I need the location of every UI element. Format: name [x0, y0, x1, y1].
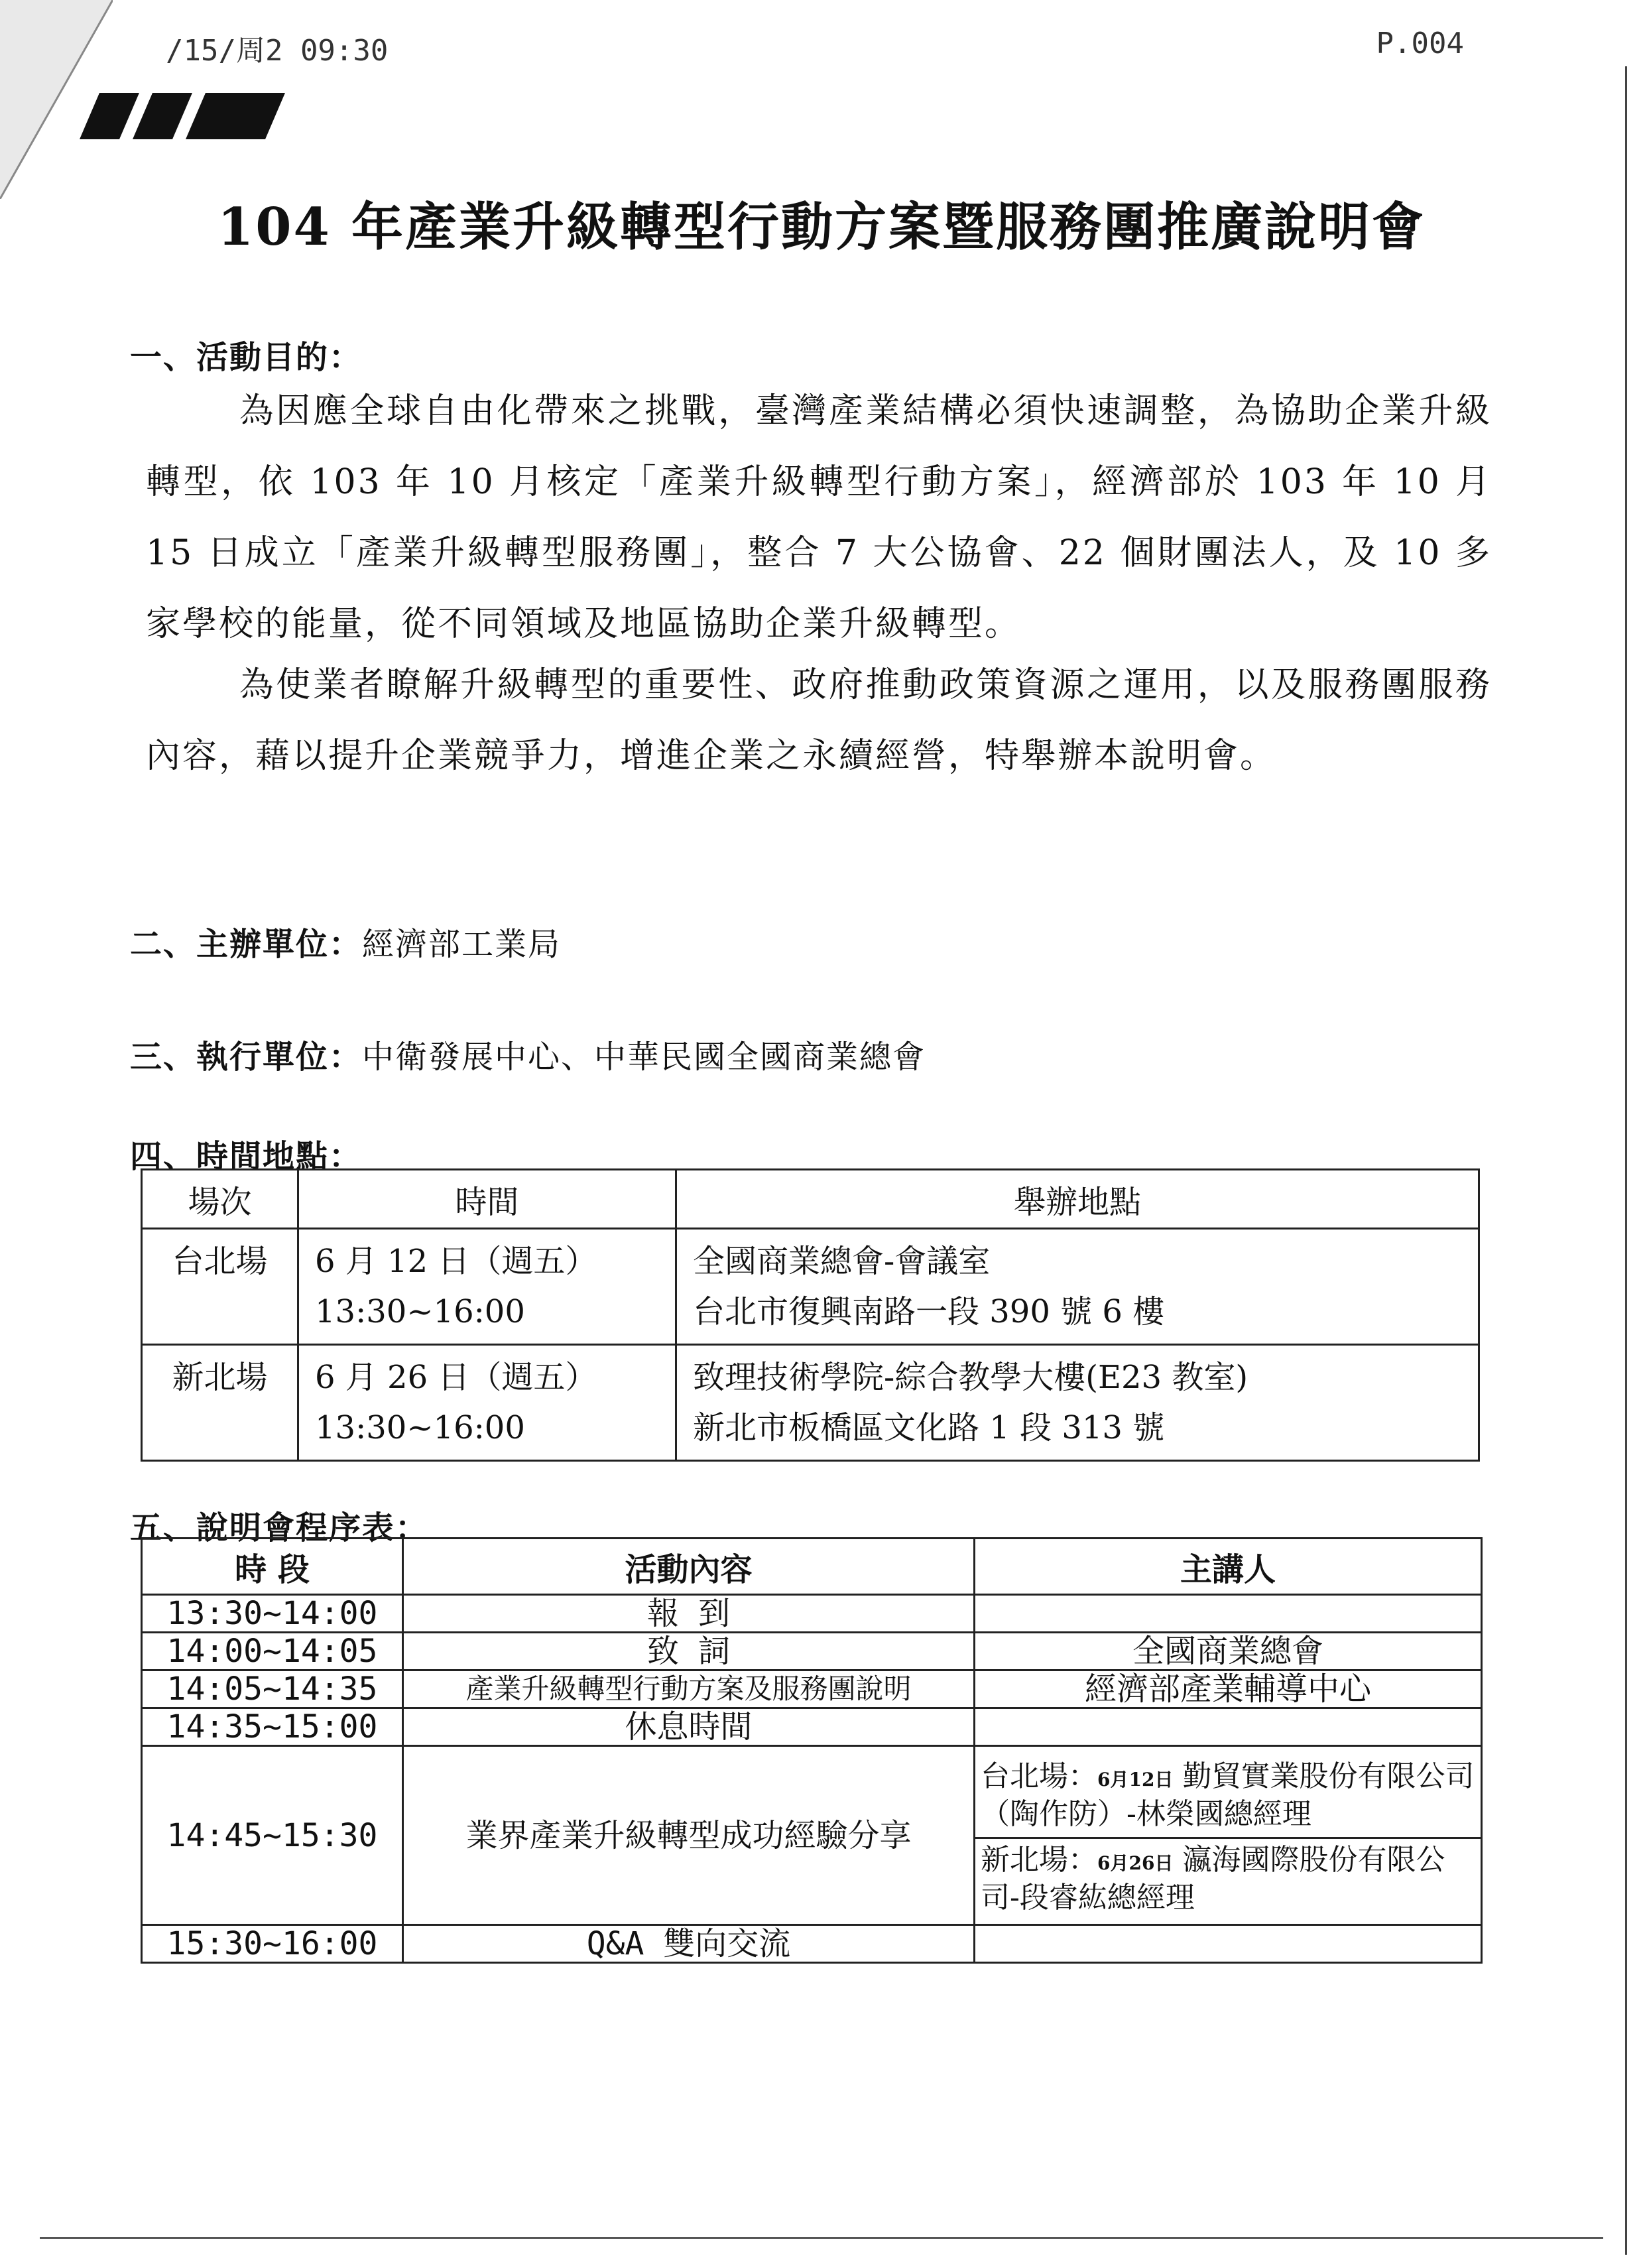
header-period: 時 段 — [142, 1539, 403, 1595]
program-speaker: 全國商業總會 — [975, 1633, 1482, 1670]
program-time: 14:00~14:05 — [142, 1633, 403, 1670]
program-time: 14:45~15:30 — [142, 1746, 403, 1925]
section-5-heading: 五、說明會程序表： — [130, 1509, 429, 1546]
speaker-taipei-label: 台北場： — [981, 1759, 1097, 1793]
program-table — [141, 1537, 1483, 1964]
session-datetime — [298, 1229, 676, 1345]
program-activity: 報 到 — [403, 1595, 975, 1633]
venue-name: 致理技術學院-綜合教學大樓(E23 教室) — [693, 1359, 1248, 1396]
table-row — [142, 1708, 1482, 1746]
program-activity: 致 詞 — [403, 1633, 975, 1670]
speaker-taipei — [981, 1759, 1475, 1832]
program-activity: Q&A 雙向交流 — [403, 1925, 975, 1963]
header-speaker: 主講人 — [975, 1539, 1482, 1595]
table-row — [142, 1670, 1482, 1708]
section-1-paragraph-2-text: 為使業者瞭解升級轉型的重要性、政府推動政策資源之運用，以及服務團服務內容，藉以提升企業競爭力，增進企業之永續經營，特舉辦本說明會。 — [146, 665, 1492, 776]
speaker-newtaipei-name: 瀛海國際股份有限公司-段睿紘總經理 — [981, 1843, 1445, 1915]
venue-address: 新北市板橋區文化路 1 段 313 號 — [693, 1409, 1165, 1446]
table-row — [142, 1345, 1479, 1461]
header-venue: 舉辦地點 — [676, 1170, 1479, 1229]
section-2 — [130, 918, 561, 964]
section-1-heading: 一、活動目的： — [130, 339, 363, 376]
program-activity: 業界產業升級轉型成功經驗分享 — [403, 1746, 975, 1925]
header-time: 時間 — [298, 1170, 676, 1229]
session-date: 6 月 26 日（週五） — [315, 1359, 597, 1396]
page-title: 104 年產業升級轉型行動方案暨服務團推廣說明會 — [217, 197, 1426, 257]
session-time: 13:30~16:00 — [315, 1409, 525, 1446]
session-name: 台北場 — [142, 1229, 298, 1345]
session-date: 6 月 12 日（週五） — [315, 1243, 597, 1280]
scan-edge-line — [1625, 66, 1627, 2255]
section-1-paragraph-1-text: 為因應全球自由化帶來之挑戰，臺灣產業結構必須快速調整，為協助企業升級轉型，依 103 年 10 月核定「產業升級轉型行動方案」，經濟部於 103 年 10 月 15 日成立「產業升級轉型服務團」，整合 7 大公協會、22 個財團法人，及 10 多家學校的能量，從不同領域及地區協助企業升級轉型。 — [146, 391, 1492, 644]
table-row — [142, 1746, 1482, 1925]
program-activity: 產業升級轉型行動方案及服務團說明 — [403, 1670, 975, 1708]
speaker-newtaipei-label: 新北場： — [981, 1843, 1097, 1877]
section-3-value: 中衛發展中心、中華民國全國商業總會 — [362, 1039, 926, 1076]
session-venue — [676, 1229, 1479, 1345]
table-row — [142, 1633, 1482, 1670]
fax-header-timestamp: /15/周2 09:30 — [166, 34, 389, 68]
session-venue — [676, 1345, 1479, 1461]
section-1-paragraph-2 — [146, 650, 1492, 792]
speaker-taipei-name: 勤貿實業股份有限公司（陶作防）-林榮國總經理 — [981, 1759, 1475, 1831]
program-time: 14:35~15:00 — [142, 1708, 403, 1746]
speaker-taipei-date: 6月12日 — [1097, 1769, 1174, 1791]
program-header-row — [142, 1539, 1482, 1595]
venue-address: 台北市復興南路一段 390 號 6 樓 — [693, 1293, 1165, 1330]
speaker-newtaipei-date: 6月26日 — [1097, 1852, 1174, 1874]
header-session: 場次 — [142, 1170, 298, 1229]
scan-bottom-line — [40, 2237, 1603, 2239]
section-4-heading: 四、時間地點： — [130, 1138, 363, 1175]
program-time: 15:30~16:00 — [142, 1925, 403, 1963]
program-speaker — [975, 1708, 1482, 1746]
section-3 — [130, 1031, 926, 1077]
program-time: 13:30~14:00 — [142, 1595, 403, 1633]
program-speaker-multi — [975, 1746, 1482, 1925]
schedule-table — [141, 1168, 1480, 1462]
section-1-paragraph-1 — [146, 376, 1492, 660]
program-speaker — [975, 1595, 1482, 1633]
program-time: 14:05~14:35 — [142, 1670, 403, 1708]
speaker-newtaipei — [981, 1839, 1475, 1915]
session-datetime — [298, 1345, 676, 1461]
section-2-value: 經濟部工業局 — [362, 926, 562, 963]
session-time: 13:30~16:00 — [315, 1293, 525, 1330]
table-row — [142, 1595, 1482, 1633]
table-row — [142, 1925, 1482, 1963]
header-activity: 活動內容 — [403, 1539, 975, 1595]
venue-name: 全國商業總會-會議室 — [693, 1243, 991, 1280]
section-3-heading: 三、執行單位： — [130, 1039, 363, 1076]
session-name: 新北場 — [142, 1345, 298, 1461]
page-number: P.004 — [1376, 27, 1464, 60]
table-row — [142, 1229, 1479, 1345]
program-speaker: 經濟部產業輔導中心 — [975, 1670, 1482, 1708]
section-2-heading: 二、主辦單位： — [130, 926, 363, 963]
program-speaker — [975, 1925, 1482, 1963]
program-activity: 休息時間 — [403, 1708, 975, 1746]
schedule-header-row — [142, 1170, 1479, 1229]
